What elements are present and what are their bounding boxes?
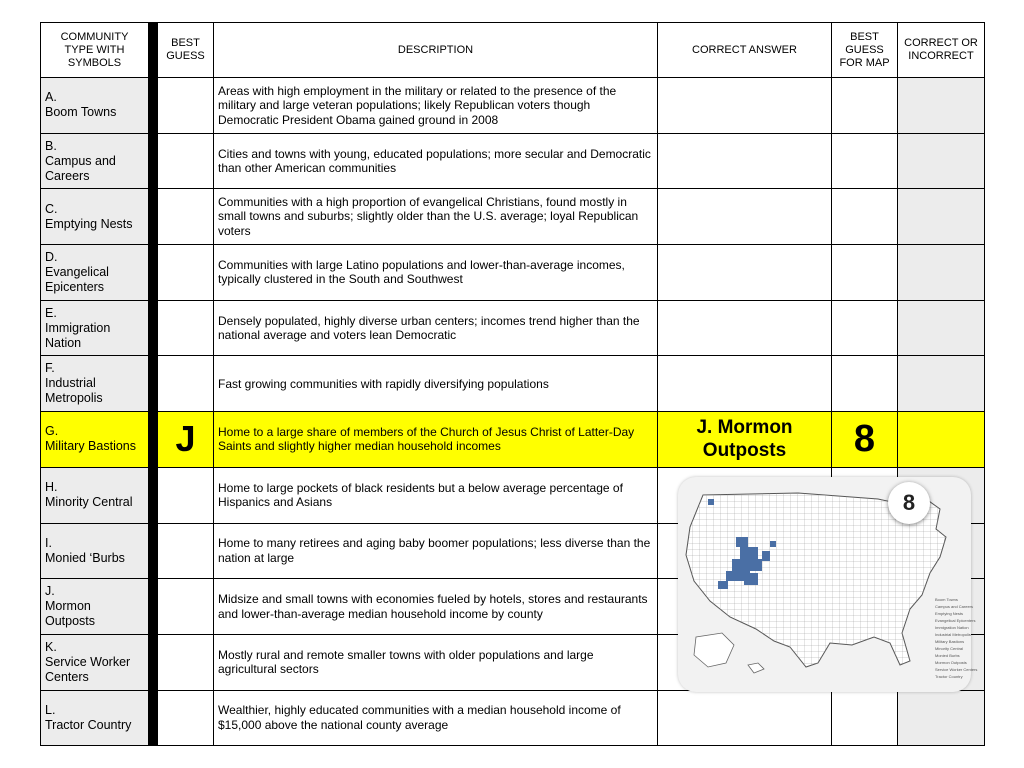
best-guess-map-cell[interactable] [832,133,898,189]
legend-item: Emptying Nests [935,611,964,616]
column-separator [149,356,158,412]
description-cell: Communities with a high proportion of evangelical Christians, found mostly in small towns and suburbs; slightly older than the U.S. average; loyal Republican voters [214,189,658,245]
community-type-cell [41,467,149,523]
best-guess-cell[interactable] [158,356,214,412]
best-guess-map-cell[interactable] [832,690,898,746]
legend-item: Minority Central [935,646,964,651]
legend-item: Military Bastions [935,639,965,644]
correct-answer-cell[interactable] [658,690,832,746]
header-correct-answer [658,23,832,78]
table-row [41,133,985,189]
description-cell: Home to a large share of members of the Church of Jesus Christ of Latter-Day Saints and slightly higher median household incomes [214,412,658,468]
header-best-guess-label: BEST GUESS [166,37,205,62]
description-cell: Home to many retirees and aging baby boomer populations; less diverse than the nation at large [214,523,658,579]
table-row [41,189,985,245]
description-cell: Wealthier, highly educated communities with a median household income of $15,000 above the national county average [214,690,658,746]
legend-item: Industrial Metropolis [935,632,971,637]
header-community-type-label: COMMUNITY TYPE WITH SYMBOLS [60,30,129,69]
community-letter: F. [45,361,55,376]
table-row [41,78,985,134]
community-name: Minority Central [45,495,133,510]
correct-answer-cell[interactable] [658,300,832,356]
best-guess-cell[interactable] [158,245,214,301]
column-separator [149,634,158,690]
description-cell: Midsize and small towns with economies fueled by hotels, stores and restaurants and lower-than-average median household income by county [214,579,658,635]
best-guess-cell[interactable] [158,690,214,746]
column-separator [149,133,158,189]
community-type-cell [41,133,149,189]
map-legend [935,596,977,680]
best-guess-cell[interactable] [158,412,214,468]
correct-or-incorrect-cell[interactable] [898,245,985,301]
community-letter: G. [45,424,59,439]
best-guess-cell[interactable] [158,579,214,635]
column-separator [149,189,158,245]
community-letter: A. [45,90,57,105]
correct-or-incorrect-cell[interactable] [898,133,985,189]
column-separator [149,23,158,78]
table-row [41,300,985,356]
column-separator [149,579,158,635]
legend-item: Campus and Careers [935,604,974,609]
correct-answer-cell[interactable] [658,78,832,134]
column-separator [149,523,158,579]
correct-or-incorrect-cell[interactable] [898,412,985,468]
description-cell: Cities and towns with young, educated populations; more secular and Democratic than other American communities [214,133,658,189]
correct-or-incorrect-cell[interactable] [898,690,985,746]
best-guess-cell[interactable] [158,467,214,523]
header-description-label: DESCRIPTION [397,43,474,56]
community-letter: H. [45,480,58,495]
correct-or-incorrect-cell[interactable] [898,356,985,412]
header-correct-or-incorrect-label: CORRECT OR INCORRECT [904,37,978,62]
header-best-guess-for-map [832,23,898,78]
community-name: Service Worker Centers [45,654,131,684]
legend-item: Tractor Country [935,674,963,679]
alaska-inset [694,633,734,667]
community-letter: E. [45,305,57,320]
community-name: Tractor Country [45,717,132,732]
description-cell: Communities with large Latino populations and lower-than-average incomes, typically clustered in the South and Southwest [214,245,658,301]
best-guess-map-cell[interactable] [832,245,898,301]
community-name: Industrial Metropolis [45,376,103,406]
legend-item: Monied Burbs [935,653,960,658]
correct-answer-line1: J. Mormon [696,417,793,439]
correct-or-incorrect-cell[interactable] [898,300,985,356]
best-guess-map-cell[interactable] [832,78,898,134]
header-best-guess-for-map-label: BEST GUESS FOR MAP [839,30,890,69]
correct-answer-cell[interactable] [658,356,832,412]
community-type-cell [41,634,149,690]
best-guess-map-cell[interactable] [832,189,898,245]
community-type-cell [41,78,149,134]
table-row [41,356,985,412]
map-number-badge: 8 [888,482,930,524]
correct-or-incorrect-cell[interactable] [898,78,985,134]
column-separator [149,300,158,356]
best-guess-cell[interactable] [158,78,214,134]
best-guess-map-cell[interactable] [832,300,898,356]
best-guess-cell[interactable] [158,300,214,356]
best-guess-cell[interactable] [158,634,214,690]
community-letter: K. [45,639,57,654]
best-guess-cell[interactable] [158,523,214,579]
correct-answer-cell[interactable] [658,245,832,301]
column-separator [149,412,158,468]
header-description [214,23,658,78]
column-separator [149,245,158,301]
correct-answer-cell[interactable] [658,133,832,189]
community-letter: L. [45,702,56,717]
legend-item: Mormon Outposts [935,660,967,665]
column-separator [149,467,158,523]
community-name: Campus and Careers [45,153,116,183]
community-letter: C. [45,201,58,216]
community-type-cell [41,356,149,412]
community-name: Emptying Nests [45,216,133,231]
hawaii-inset [748,663,764,673]
community-letter: D. [45,249,58,264]
community-letter: I. [45,535,52,550]
community-type-cell [41,245,149,301]
table-row [41,690,985,746]
best-guess-map-cell[interactable] [832,412,898,468]
community-type-cell [41,690,149,746]
community-letter: B. [45,138,57,153]
correct-or-incorrect-cell[interactable] [898,189,985,245]
description-cell: Densely populated, highly diverse urban centers; incomes trend higher than the national average and voters lean Democratic [214,300,658,356]
legend-item: Boom Towns [935,597,958,602]
community-type-cell [41,579,149,635]
table-row [41,245,985,301]
correct-answer-cell[interactable] [658,412,832,468]
description-cell: Areas with high employment in the military or related to the presence of the military and large veteran populations; likely Republican voters though Democratic President Obama gained ground in 2008 [214,78,658,134]
description-cell: Home to large pockets of black residents but a below average percentage of Hispanics and Asians [214,467,658,523]
community-type-cell [41,523,149,579]
table-row-highlighted [41,412,985,468]
legend-item: Evangelical Epicenters [935,618,976,623]
column-separator [149,78,158,134]
header-best-guess [158,23,214,78]
header-row [41,23,985,78]
best-guess-map-cell[interactable] [832,356,898,412]
best-guess-cell[interactable] [158,133,214,189]
description-cell: Fast growing communities with rapidly diversifying populations [214,356,658,412]
community-name: Evangelical Epicenters [45,264,109,294]
correct-answer-cell[interactable] [658,189,832,245]
legend-item: Immigration Nation [935,625,969,630]
legend-item: Service Worker Centers [935,667,978,672]
correct-answer-line2: Outposts [702,440,787,462]
community-type-cell [41,189,149,245]
community-name: Mormon Outposts [45,599,96,629]
community-type-cell [41,412,149,468]
header-correct-answer-label: CORRECT ANSWER [692,43,797,56]
header-community-type [41,23,149,78]
community-name: Monied ‘Burbs [45,550,125,565]
best-guess-cell[interactable] [158,189,214,245]
column-separator [149,690,158,746]
best-guess-value: J [175,418,196,460]
header-correct-or-incorrect [898,23,985,78]
community-letter: J. [45,584,55,599]
community-name: Military Bastions [45,439,136,454]
community-type-cell [41,300,149,356]
community-name: Immigration Nation [45,320,111,350]
community-name: Boom Towns [45,105,117,120]
best-guess-map-value: 8 [853,417,876,460]
description-cell: Mostly rural and remote smaller towns with older populations and large agricultural sectors [214,634,658,690]
